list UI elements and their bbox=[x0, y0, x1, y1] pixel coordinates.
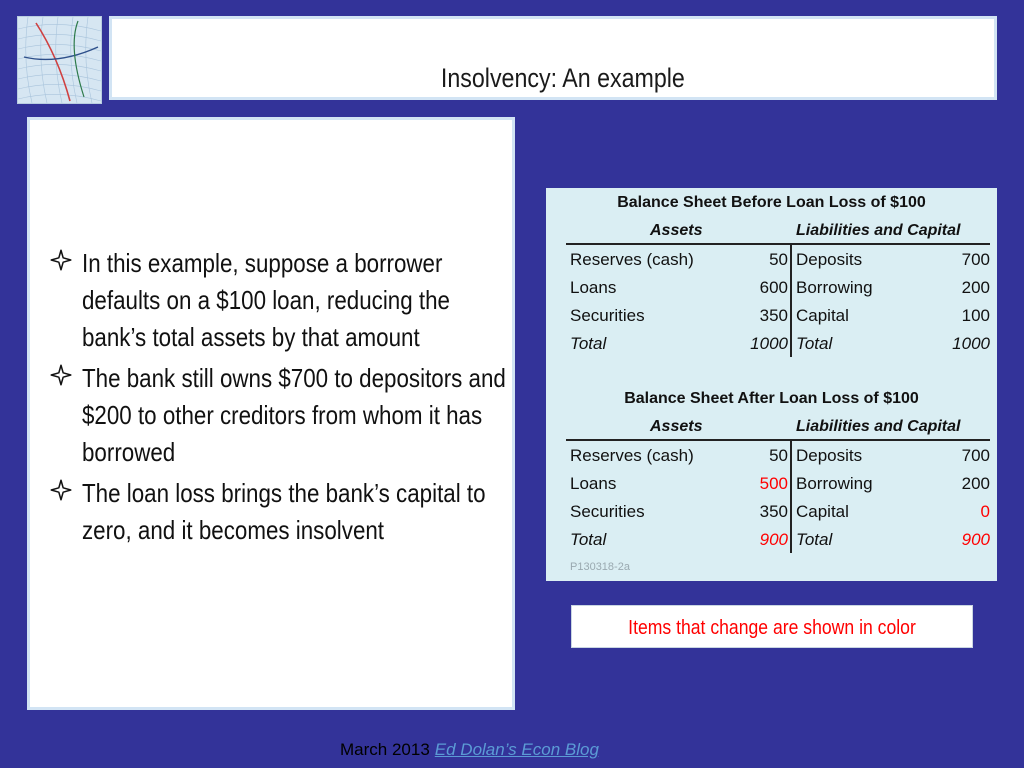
after-total-liabilities-changed: 900 bbox=[961, 530, 990, 549]
decorative-graph-lines bbox=[18, 17, 101, 103]
note-text: Items that change are shown in color bbox=[628, 617, 916, 639]
note-box bbox=[571, 605, 973, 648]
after-liability-label: Deposits bbox=[796, 446, 863, 465]
before-asset-label: Loans bbox=[570, 278, 617, 297]
before-asset-label: Securities bbox=[570, 306, 645, 325]
four-point-star-icon bbox=[48, 475, 74, 505]
bullet-list bbox=[48, 245, 518, 553]
text-panel bbox=[27, 117, 515, 710]
bullet-item bbox=[48, 475, 518, 549]
slide-title: Insolvency: An example bbox=[440, 63, 685, 93]
bullet-text: The bank still owns $700 to depositors and $200 to other creditors from whom it has borrowed bbox=[82, 363, 506, 467]
footer-date: March 2013 bbox=[340, 740, 430, 759]
after-asset-value: 50 bbox=[769, 446, 788, 465]
bullet-text: In this example, suppose a borrower defaults on a $100 loan, reducing the bank’s total assets by that amount bbox=[82, 248, 450, 352]
after-sheet-title: Balance Sheet After Loan Loss of $100 bbox=[624, 390, 919, 407]
before-liability-label: Capital bbox=[796, 306, 849, 325]
after-header-rule bbox=[566, 439, 990, 441]
bullet-text: The loan loss brings the bank’s capital to zero, and it becomes insolvent bbox=[82, 478, 486, 545]
after-capital-value-changed: 0 bbox=[980, 502, 990, 521]
after-asset-label: Reserves (cash) bbox=[570, 446, 694, 465]
after-asset-label: Loans bbox=[570, 474, 617, 493]
before-header-rule bbox=[566, 243, 990, 245]
after-liability-value: 700 bbox=[961, 446, 990, 465]
balance-sheet-table bbox=[546, 188, 997, 581]
before-total-liabilities: 1000 bbox=[952, 334, 990, 353]
footer bbox=[340, 740, 680, 760]
blog-link[interactable]: Ed Dolan’s Econ Blog bbox=[434, 740, 599, 759]
after-asset-value: 350 bbox=[759, 502, 788, 521]
after-loans-value-changed: 500 bbox=[759, 474, 788, 493]
before-assets-header: Assets bbox=[650, 222, 703, 239]
bullet-item bbox=[48, 360, 518, 471]
after-liability-label: Borrowing bbox=[796, 474, 873, 493]
before-asset-label: Reserves (cash) bbox=[570, 250, 694, 269]
after-column-divider bbox=[790, 441, 792, 553]
before-liability-value: 700 bbox=[961, 250, 990, 269]
before-total-label: Total bbox=[570, 334, 607, 353]
before-asset-value: 50 bbox=[769, 250, 788, 269]
before-liability-label: Borrowing bbox=[796, 278, 873, 297]
before-liability-value: 100 bbox=[961, 306, 990, 325]
before-liability-label: Deposits bbox=[796, 250, 863, 269]
after-liabilities-header: Liabilities and Capital bbox=[796, 418, 961, 435]
after-total-label: Total bbox=[570, 530, 607, 549]
after-asset-label: Securities bbox=[570, 502, 645, 521]
before-total-label: Total bbox=[796, 334, 833, 353]
title-panel bbox=[109, 16, 997, 100]
bullet-item bbox=[48, 245, 518, 356]
before-total-assets: 1000 bbox=[750, 334, 788, 353]
after-total-label: Total bbox=[796, 530, 833, 549]
decorative-thumbnail-image bbox=[17, 16, 102, 104]
before-liability-value: 200 bbox=[961, 278, 990, 297]
before-column-divider bbox=[790, 245, 792, 357]
after-liability-value: 200 bbox=[961, 474, 990, 493]
after-total-assets-changed: 900 bbox=[759, 530, 788, 549]
before-sheet-title: Balance Sheet Before Loan Loss of $100 bbox=[617, 194, 926, 211]
before-liabilities-header: Liabilities and Capital bbox=[796, 222, 961, 239]
four-point-star-icon bbox=[48, 360, 74, 390]
after-assets-header: Assets bbox=[650, 418, 703, 435]
four-point-star-icon bbox=[48, 245, 74, 275]
before-asset-value: 600 bbox=[759, 278, 788, 297]
after-liability-label: Capital bbox=[796, 502, 849, 521]
before-asset-value: 350 bbox=[759, 306, 788, 325]
image-code: P130318-2a bbox=[570, 561, 630, 573]
